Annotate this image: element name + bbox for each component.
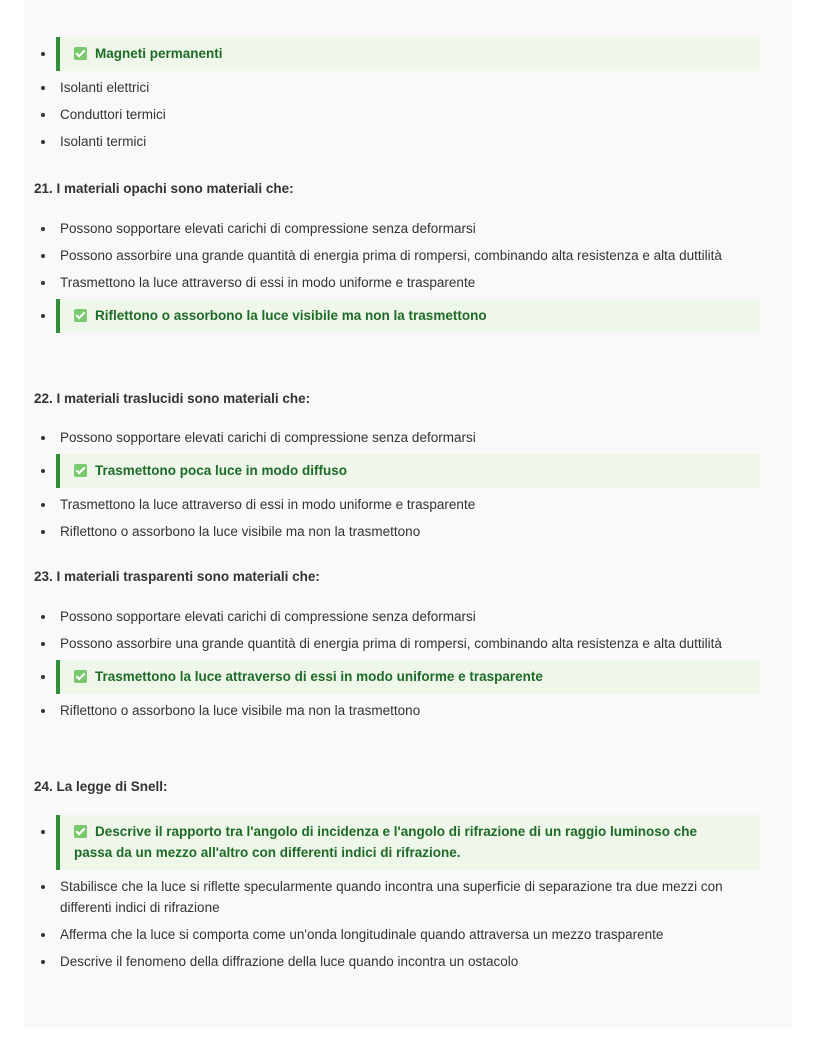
option	[24, 77, 792, 98]
option	[24, 924, 792, 945]
option	[24, 427, 792, 448]
option-text: Possono sopportare elevati carichi di compressione senza deformarsi	[60, 609, 476, 624]
correct-answer-box	[56, 37, 760, 71]
question-title: 23. I materiali trasparenti sono materiali che:	[34, 569, 320, 584]
question-title: 21. I materiali opachi sono materiali che:	[34, 181, 294, 196]
option-text: Possono sopportare elevati carichi di compressione senza deformarsi	[60, 221, 476, 236]
option	[24, 272, 792, 293]
option-correct	[24, 454, 792, 488]
option-text: Possono assorbire una grande quantità di energia prima di rompersi, combinando alta resistenza e alta duttilità	[60, 636, 722, 651]
options-list-q21	[24, 218, 792, 339]
option	[24, 131, 792, 152]
option	[24, 494, 792, 515]
option-text: Stabilisce che la luce si riflette specularmente quando incontra una superficie di separazione tra due mezzi con differenti indici di rifrazione	[60, 879, 723, 915]
option	[24, 521, 792, 542]
option-text: Conduttori termici	[60, 107, 166, 122]
option-text: Possono assorbire una grande quantità di energia prima di rompersi, combinando alta resistenza e alta duttilità	[60, 248, 722, 263]
option-text: Riflettono o assorbono la luce visibile ma non la trasmettono	[95, 308, 487, 323]
correct-answer-box	[56, 660, 760, 694]
option-text: Magneti permanenti	[95, 46, 223, 61]
option-text: Isolanti termici	[60, 134, 147, 149]
correct-answer-box	[56, 299, 760, 333]
options-list-q24	[24, 815, 792, 978]
option-text: Possono sopportare elevati carichi di compressione senza deformarsi	[60, 430, 476, 445]
option-text: Isolanti elettrici	[60, 80, 150, 95]
option-correct	[24, 815, 792, 870]
option	[24, 700, 792, 721]
option-text: Trasmettono la luce attraverso di essi in modo uniforme e trasparente	[95, 669, 543, 684]
check-icon	[74, 464, 87, 477]
option	[24, 951, 792, 972]
check-icon	[74, 309, 87, 322]
option-correct	[24, 37, 792, 71]
option-text: Riflettono o assorbono la luce visibile ma non la trasmettono	[60, 703, 421, 718]
option-text: Trasmettono poca luce in modo diffuso	[95, 463, 348, 478]
option-correct	[24, 660, 792, 694]
correct-answer-box	[56, 815, 760, 870]
option-text: Trasmettono la luce attraverso di essi in modo uniforme e trasparente	[60, 275, 476, 290]
option	[24, 606, 792, 627]
check-icon	[74, 825, 87, 838]
option-text: Descrive il rapporto tra l'angolo di incidenza e l'angolo di rifrazione di un raggio luminoso che passa da un mezzo all'altro con differenti indici di rifrazione.	[74, 824, 698, 860]
option-text: Trasmettono la luce attraverso di essi in modo uniforme e trasparente	[60, 497, 476, 512]
option-text: Riflettono o assorbono la luce visibile ma non la trasmettono	[60, 524, 421, 539]
option-text: Afferma che la luce si comporta come un'onda longitudinale quando attraversa un mezzo trasparente	[60, 927, 664, 942]
check-icon	[74, 47, 87, 60]
quiz-page	[24, 0, 792, 1028]
options-list-q20	[24, 37, 792, 158]
option	[24, 245, 792, 266]
option-text: Descrive il fenomeno della diffrazione della luce quando incontra un ostacolo	[60, 954, 519, 969]
question-title: 24. La legge di Snell:	[34, 779, 168, 794]
options-list-q23	[24, 606, 792, 727]
option	[24, 218, 792, 239]
correct-answer-box	[56, 454, 760, 488]
option	[24, 876, 792, 918]
option	[24, 633, 792, 654]
options-list-q22	[24, 427, 792, 548]
check-icon	[74, 670, 87, 683]
option	[24, 104, 792, 125]
question-title: 22. I materiali traslucidi sono materiali che:	[34, 391, 311, 406]
option-correct	[24, 299, 792, 333]
